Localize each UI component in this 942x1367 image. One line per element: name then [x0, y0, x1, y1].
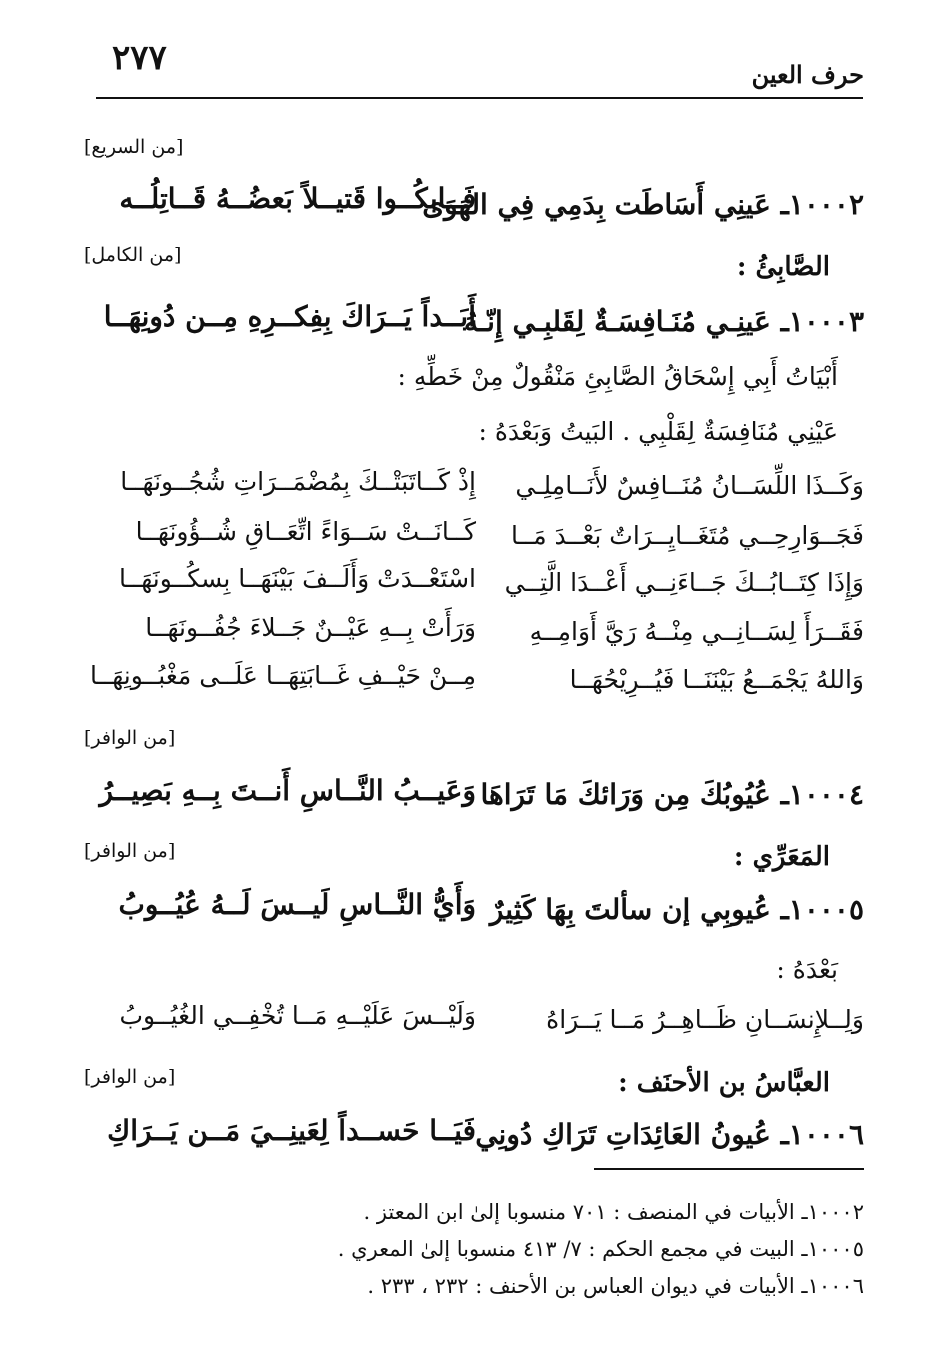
meter-label: [من الوافر]: [84, 840, 176, 862]
footnote-rule: [594, 1168, 864, 1170]
prose-note: بَعْدَهُ :: [776, 955, 838, 984]
hemistich-text: عَينِـي مُنَـافِسَـةٌ لِقَلبِـي إِنّـهُ: [463, 305, 771, 338]
verse-number: ١٠٠٠٥ـ: [780, 893, 864, 926]
verse-hemistich-2: وَعَيــبُ النَّــاسِ أَنــتَ بِــهِ بَصِيــرُ: [99, 774, 476, 807]
header-rule: [96, 97, 863, 99]
hemistich-text: عُيُوبُكَ مِن وَرَائكَ مَا تَرَاهَا: [480, 778, 771, 811]
verse-number: ١٠٠٠٣ـ: [780, 305, 864, 338]
verse-hemistich-1: [464, 1118, 864, 1151]
footnote: ١٠٠٠٢ـ الأبيات في المنصف : ٧٠١ منسوبا إلىٰ ابن المعتز .: [363, 1200, 864, 1224]
meter-label: [من الوافر]: [84, 1066, 176, 1088]
poet-name: الصَّابِئُ :: [736, 252, 830, 282]
verse-hemistich-1: [422, 188, 864, 221]
continuation-hemistich-1: وَاللهُ يَجْمَــعُ بَيْنَنَــا فَيُــرِيْحُهَــا: [569, 665, 864, 694]
page-number: ٢٧٧: [112, 38, 167, 78]
meter-label: [من السريع]: [84, 136, 184, 158]
continuation-hemistich-1: وَإِذَا كِتَــابُــكَ جَــاءَنِــي أَعْــدَا الَّتِــي: [504, 568, 864, 597]
continuation-hemistich-2: وَلَيْــسَ عَلَيْــهِ مَــا تُخْفِــي الغُيُــوبُ: [119, 1001, 476, 1030]
verse-hemistich-2: فَيَــا حَســداً لِعَينِــيَ مَــن يَــرَاكِ: [107, 1114, 476, 1147]
continuation-hemistich-1: وَكَــذَا اللِّسَــانُ مُنَــافِسٌ لأَنَــامِلِـي: [515, 471, 864, 500]
poet-name: العبَّاسُ بن الأحنَف :: [618, 1068, 830, 1098]
meter-label: [من الوافر]: [84, 727, 176, 749]
hemistich-text: عُيوبِي إن سألتَ بِهَا كَثِيرٌ: [489, 893, 771, 926]
footnote: ١٠٠٠٦ـ الأبيات في ديوان العباس بن الأحنف : ٢٣٢ ، ٢٣٣ .: [367, 1274, 864, 1298]
footnote: ١٠٠٠٥ـ البيت في مجمع الحكم : ٧/ ٤١٣ منسوبا إلىٰ المعري .: [337, 1237, 864, 1261]
continuation-hemistich-1: فَقَــرَأَ لِسَــانِــي مِنْــهُ رَيَّ أَوَامِــهِ: [529, 617, 864, 646]
prose-note: عَيْنِي مُنَافِسَةٌ لِقَلْبِي . البَيتُ وَبَعْدَهُ :: [478, 417, 838, 446]
continuation-hemistich-1: وَلِــلإِنسَــانِ ظَــاهِــرُ مَــا يَــرَاهُ: [546, 1005, 864, 1034]
continuation-hemistich-1: فَجَــوَارِحِــي مُتَغَــايِــرَاتٌ بَعْــدَ مَــا: [510, 521, 864, 550]
verse-hemistich-1: [464, 305, 864, 338]
continuation-hemistich-2: وَرَأَتْ بِــهِ عَيْــنٌ جَــلاءَ جُفُــونَهَــا: [145, 613, 476, 642]
verse-hemistich-2: أَبَــداً يَــرَاكَ بِفِكــرِهِ مِــن دُونِهَــا: [103, 300, 476, 333]
hemistich-text: عُيونُ العَائِدَاتِ تَرَاكِ دُونِي: [475, 1118, 771, 1151]
continuation-hemistich-2: اسْتَعْــدَتْ وَأَلَــفَ بَيْنَهَــا بِسكُــونَهَــا: [118, 564, 476, 593]
verse-hemistich-1: [464, 893, 864, 926]
continuation-hemistich-2: كَــانَــتْ سَــوَاءً اتِّعَــاقِ شُــؤُونَهَــا: [135, 517, 476, 546]
hemistich-text: عَينِي أَسَاطَت بِدَمِي فِي الهَوَى: [422, 188, 771, 221]
poet-name: المَعَرِّي :: [733, 842, 830, 872]
verse-number: ١٠٠٠٢ـ: [780, 188, 864, 221]
prose-note: أَبْيَاتُ أَبِي إِسْحَاقُ الصَّابِئِ مَنْقُولٌ مِنْ خَطِّهِ :: [397, 362, 838, 391]
verse-hemistich-2: وَأَيُّ النَّــاسِ لَيــسَ لَــهُ عُيُــوبُ: [118, 888, 476, 921]
verse-number: ١٠٠٠٦ـ: [780, 1118, 864, 1151]
continuation-hemistich-2: مِــنْ حَيْــفِ غَــابَتِهَــا عَلَــى مَغْبُــونِهَــا: [90, 661, 476, 690]
meter-label: [من الكامل]: [84, 244, 182, 266]
verse-number: ١٠٠٠٤ـ: [780, 778, 864, 811]
verse-hemistich-1: [464, 778, 864, 811]
continuation-hemistich-2: إِذْ كَــاتَبَتْــكَ بِمُضْمَــرَاتِ شُجُــونَهَــا: [120, 467, 476, 496]
running-head: حرف العين: [751, 60, 864, 89]
verse-hemistich-2: فَــابكُــوا قَتيــلاً بَعضُــهُ قَــاتِلُــه: [119, 182, 476, 215]
